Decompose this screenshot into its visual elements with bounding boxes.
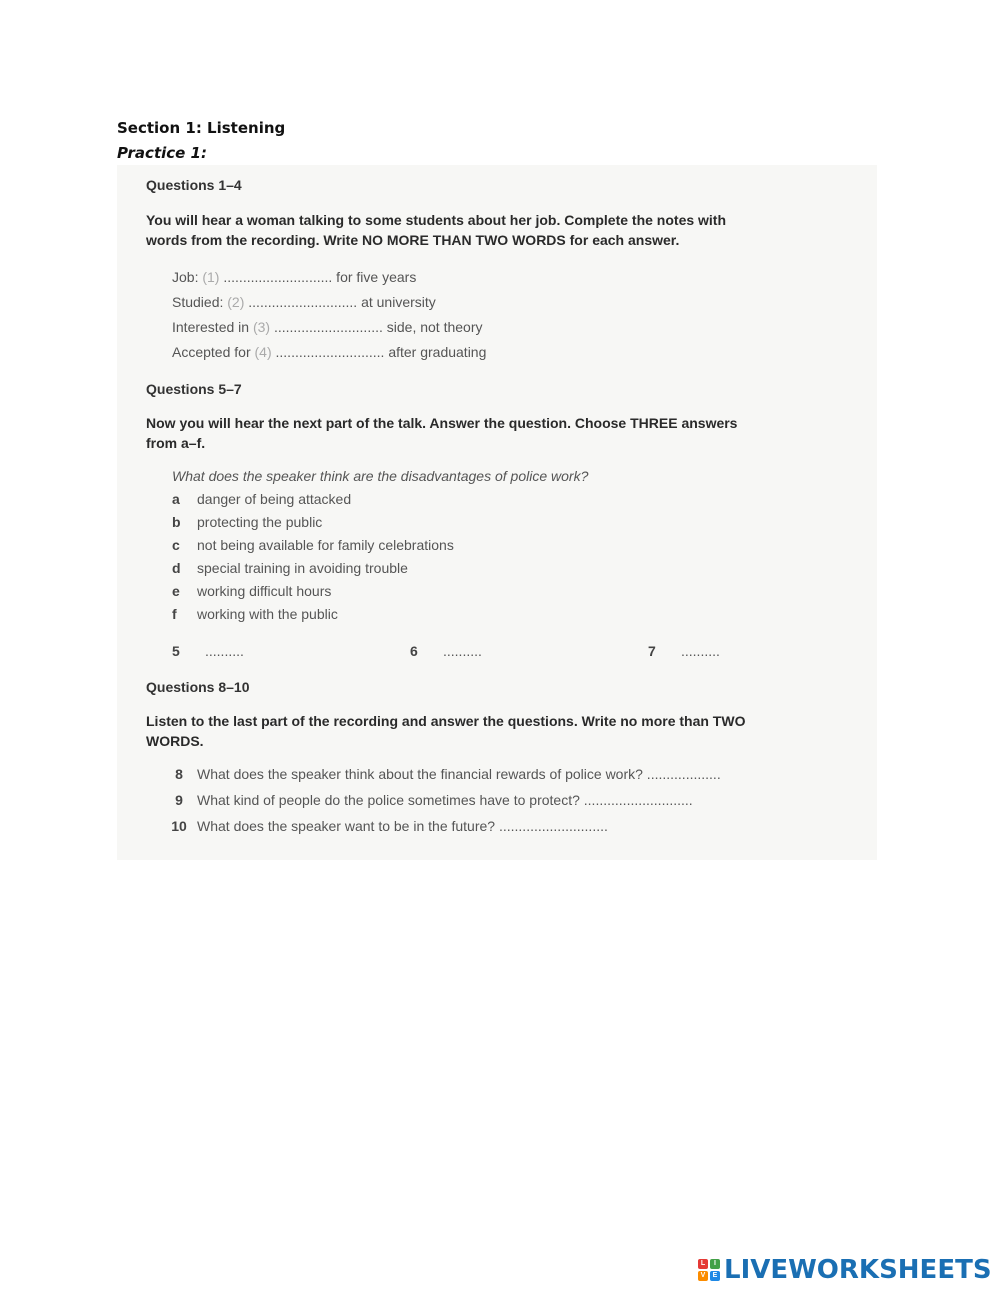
note-number: (1)	[202, 269, 220, 285]
answer-slot	[410, 643, 482, 661]
note-item	[172, 344, 486, 360]
option-text: working with the public	[197, 606, 338, 622]
option-letter: c	[172, 537, 180, 553]
instruction-line: Listen to the last part of the recording and answer the questions. Write no more than TWO	[146, 713, 746, 729]
option-text: danger of being attacked	[197, 491, 352, 507]
answer-slot	[172, 643, 244, 661]
note-label: Accepted for	[172, 344, 251, 360]
worksheet-scan	[117, 165, 877, 860]
question-text[interactable]: What does the speaker think about the financial rewards of police work? ...................	[197, 766, 721, 782]
note-blank[interactable]: ............................ for five years	[223, 269, 417, 285]
instruction-line: from a–f.	[146, 435, 206, 451]
note-item	[172, 319, 483, 335]
note-item	[172, 294, 436, 310]
answer-number: 6	[410, 643, 418, 659]
logo-icon-tile: E	[710, 1271, 720, 1281]
questions-5-7-instructions	[146, 413, 737, 453]
answer-slot	[648, 643, 720, 661]
answer-blank[interactable]: ..........	[205, 643, 244, 659]
note-number: (2)	[227, 294, 245, 310]
instruction-line: Now you will hear the next part of the talk. Answer the question. Choose THREE answers	[146, 415, 738, 431]
option-item	[172, 537, 454, 555]
option-item	[172, 583, 331, 601]
answer-blank[interactable]: ..........	[443, 643, 482, 659]
note-blank[interactable]: ............................ side, not theory	[273, 319, 483, 335]
note-blank[interactable]: ............................ after graduating	[275, 344, 487, 360]
logo-text: LIVEWORKSHEETS	[724, 1255, 992, 1285]
questions-8-10-heading: Questions 8–10	[146, 679, 250, 695]
option-item	[172, 560, 408, 578]
option-letter: a	[172, 491, 180, 507]
short-answer-question	[161, 766, 721, 784]
option-item	[172, 491, 351, 509]
option-text: special training in avoiding trouble	[197, 560, 408, 576]
instruction-line: words from the recording. Write NO MORE THAN TWO WORDS for each answer.	[146, 232, 680, 248]
answer-number: 5	[172, 643, 180, 659]
section-title: Section 1: Listening	[117, 119, 286, 137]
questions-1-4-heading: Questions 1–4	[146, 177, 242, 193]
note-label: Studied:	[172, 294, 224, 310]
option-letter: b	[172, 514, 181, 530]
note-number: (4)	[254, 344, 272, 360]
option-item	[172, 606, 338, 624]
question-text[interactable]: What kind of people do the police sometimes have to protect? ............................	[197, 792, 693, 808]
question-number: 8	[175, 766, 183, 782]
question-number: 10	[171, 818, 187, 834]
questions-5-7-heading: Questions 5–7	[146, 381, 242, 397]
answer-number: 7	[648, 643, 656, 659]
option-text: not being available for family celebrations	[197, 537, 454, 553]
instruction-line: WORDS.	[146, 733, 204, 749]
answer-blank[interactable]: ..........	[681, 643, 720, 659]
option-item	[172, 514, 322, 532]
questions-1-4-instructions	[146, 210, 726, 250]
option-letter: f	[172, 606, 177, 622]
short-answer-question	[161, 792, 693, 810]
logo-icon	[698, 1259, 720, 1281]
short-answer-question	[161, 818, 608, 836]
logo-icon-tile: V	[698, 1271, 708, 1281]
liveworksheets-logo	[698, 1254, 992, 1286]
questions-8-10-instructions	[146, 711, 745, 751]
instruction-line: You will hear a woman talking to some students about her job. Complete the notes with	[146, 212, 727, 228]
logo-icon-tile: L	[698, 1259, 708, 1269]
question-text: What does the speaker think are the disadvantages of police work?	[172, 468, 589, 484]
note-label: Interested in	[172, 319, 250, 335]
note-number: (3)	[252, 319, 271, 335]
logo-icon-tile: I	[710, 1259, 720, 1269]
option-letter: d	[172, 560, 181, 576]
option-letter: e	[172, 583, 180, 599]
note-blank[interactable]: ............................ at university	[248, 294, 436, 310]
note-label: Job:	[172, 269, 199, 285]
note-item	[172, 269, 416, 285]
option-text: working difficult hours	[197, 583, 332, 599]
practice-title: Practice 1:	[117, 144, 207, 162]
question-text[interactable]: What does the speaker want to be in the future? ............................	[197, 818, 608, 834]
question-number: 9	[175, 792, 183, 808]
option-text: protecting the public	[197, 514, 323, 530]
